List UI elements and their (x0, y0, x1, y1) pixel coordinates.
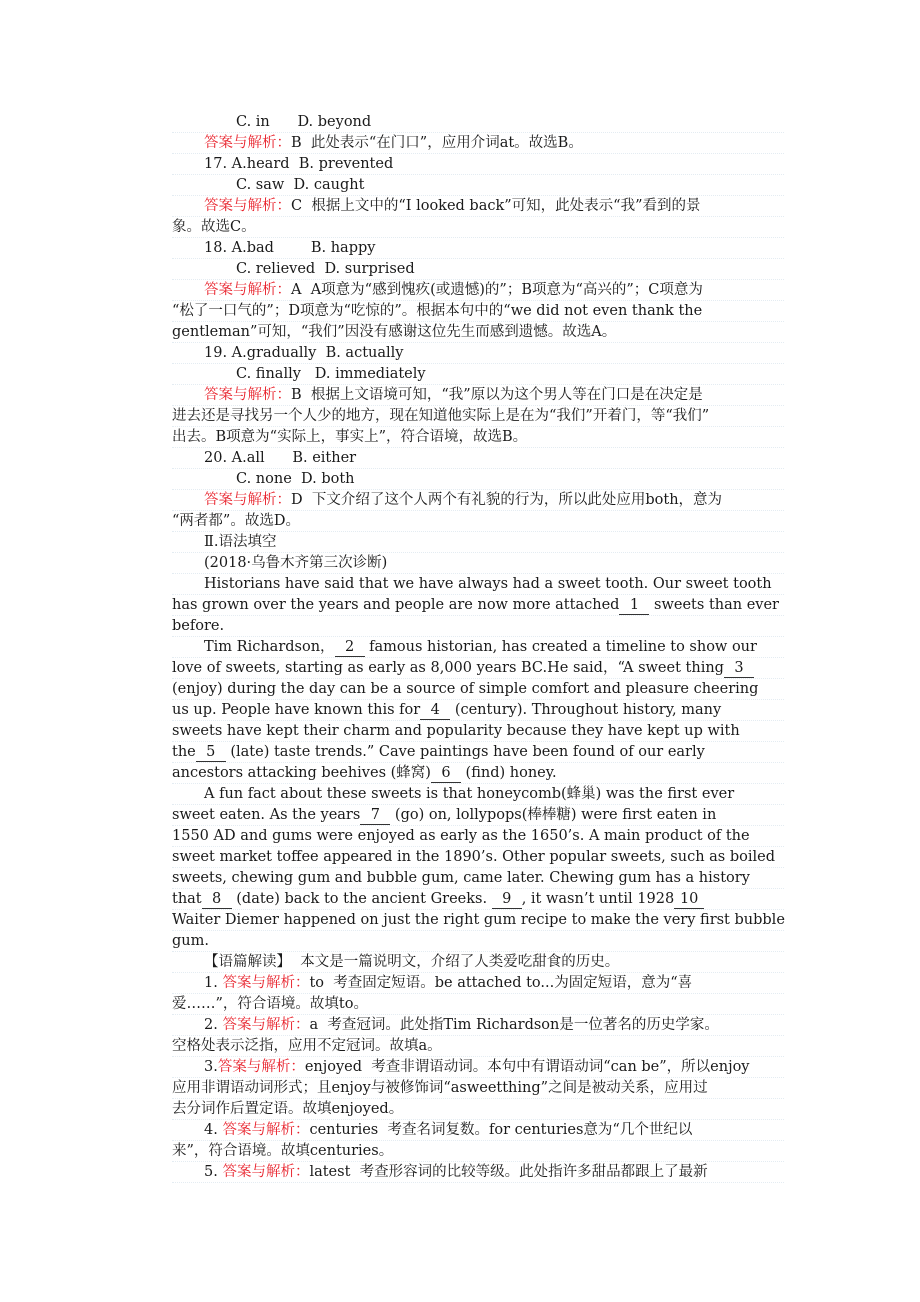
q18-options-ab (172, 238, 784, 259)
answer-explanation: 考查冠词。此处指Tim Richardson是一位著名的历史学家。 (327, 1017, 719, 1033)
answer-label: 答案与解析： (204, 492, 291, 508)
q17-answer (172, 196, 784, 217)
reading-note (172, 952, 784, 973)
answer-3-cont: 应用非谓语动词形式；且enjoy与被修饰词“asweetthing”之间是被动关系，应用过 (172, 1078, 784, 1099)
passage-line: (enjoy) during the day can be a source of simple comfort and pleasure cheering (172, 679, 784, 700)
passage-text: that (172, 891, 202, 907)
passage-text: has grown over the years and people are now more attached (172, 597, 620, 613)
answer-letter: B (291, 135, 302, 151)
document-page (172, 112, 784, 1183)
q17-options-cd (172, 175, 784, 196)
answer-label: 答案与解析： (222, 975, 310, 991)
q19-answer (172, 385, 784, 406)
answer-3 (172, 1057, 784, 1078)
passage-text: (date) back to the ancient Greeks. (231, 891, 492, 907)
option-d: D. immediately (314, 366, 426, 382)
answer-1-cont: 爱……”，符合语境。故填to。 (172, 994, 784, 1015)
passage-line (172, 637, 784, 658)
q17-answer-cont: 象。故选C。 (172, 217, 784, 238)
answer-1 (172, 973, 784, 994)
question-number: 18. (204, 240, 228, 256)
answer-word: to (309, 975, 325, 991)
blank-3: 3 (724, 660, 754, 678)
q18-answer-cont: gentleman”可知，“我们”因没有感谢这位先生而感到遗憾。故选A。 (172, 322, 784, 343)
answer-label: 答案与解析： (217, 1059, 305, 1075)
passage-line: sweets, chewing gum and bubble gum, came later. Chewing gum has a history (172, 868, 784, 889)
option-d: D. caught (293, 177, 365, 193)
passage-line: A fun fact about these sweets is that honeycomb(蜂巢) was the first ever (172, 784, 784, 805)
passage-line (172, 742, 784, 763)
answer-explanation: 考查形容词的比较等级。此处指许多甜品都跟上了最新 (359, 1164, 708, 1180)
section-title: Ⅱ.语法填空 (172, 532, 784, 553)
passage-line (172, 805, 784, 826)
q18-options-cd (172, 259, 784, 280)
option-c: C. none (236, 471, 292, 487)
answer-4-cont: 来”，符合语境。故填centuries。 (172, 1141, 784, 1162)
option-c: C. relieved (236, 261, 316, 277)
passage-line (172, 700, 784, 721)
answer-letter: D (291, 492, 303, 508)
q19-options-ab (172, 343, 784, 364)
q19-options-cd (172, 364, 784, 385)
answer-label: 答案与解析： (204, 282, 291, 298)
answer-label: 答案与解析： (222, 1122, 310, 1138)
passage-line: before. (172, 616, 784, 637)
passage-line: Waiter Diemer happened on just the right gum recipe to make the very first bubble (172, 910, 784, 931)
reading-note-text: 本文是一篇说明文，介绍了人类爱吃甜食的历史。 (300, 954, 620, 970)
question-number: 19. (204, 345, 228, 361)
answer-letter: A (291, 282, 302, 298)
q19-answer-cont: 进去还是寻找另一个人少的地方，现在知道他实际上是在为“我们”开着门，等“我们” (172, 406, 784, 427)
passage-text: the (172, 744, 196, 760)
passage-text: us up. People have known this for (172, 702, 421, 718)
answer-explanation: 根据上文语境可知，“我”原以为这个男人等在门口是在决定是 (310, 387, 703, 403)
answer-word: enjoyed (304, 1059, 363, 1075)
passage-line: Historians have said that we have always had a sweet tooth. Our sweet tooth (172, 574, 784, 595)
option-c: C. in (236, 114, 270, 130)
passage-text: (century). Throughout history, many (450, 702, 722, 718)
passage-line (172, 658, 784, 679)
answer-explanation: 考查固定短语。be attached to...为固定短语，意为“喜 (333, 975, 693, 991)
option-b: B. actually (325, 345, 404, 361)
passage-text: ancestors attacking beehives (蜂窝) (172, 765, 431, 781)
answer-label: 答案与解析： (204, 135, 291, 151)
answer-explanation: 考查名词复数。for centuries意为“几个世纪以 (387, 1122, 693, 1138)
reading-note-label: 【语篇解读】 (204, 954, 291, 970)
option-d: D. both (301, 471, 355, 487)
q20-options-cd (172, 469, 784, 490)
q16-options (172, 112, 784, 133)
answer-label: 答案与解析： (222, 1017, 310, 1033)
passage-text: (late) taste trends.” Cave paintings have been found of our early (225, 744, 705, 760)
blank-4: 4 (420, 702, 450, 720)
passage-text: Tim Richardson， (204, 639, 335, 655)
passage-text: famous historian, has created a timeline to show our (364, 639, 757, 655)
passage-text: (find) honey. (460, 765, 557, 781)
answer-explanation: 根据上文中的“I looked back”可知，此处表示“我”看到的景 (311, 198, 701, 214)
passage-text: love of sweets, starting as early as 8,000 years BC.He said，“A sweet thing (172, 660, 724, 676)
section-source: (2018·乌鲁木齐第三次诊断) (172, 553, 784, 574)
passage-text: (go) on, lollypops(棒棒糖) were first eaten in (390, 807, 717, 823)
answer-number: 1. (204, 975, 218, 991)
option-d: D. surprised (324, 261, 415, 277)
passage-line: sweet market toffee appeared in the 1890’s. Other popular sweets, such as boiled (172, 847, 784, 868)
passage-line (172, 889, 784, 910)
passage-text: , it wasn’t until 1928 (521, 891, 675, 907)
q16-answer (172, 133, 784, 154)
answer-2-cont: 空格处表示泛指，应用不定冠词。故填a。 (172, 1036, 784, 1057)
answer-4 (172, 1120, 784, 1141)
passage-text: sweets than ever (649, 597, 779, 613)
q18-answer-cont: “松了一口气的”；D项意为“吃惊的”。根据本句中的“we did not even thank the (172, 301, 784, 322)
q19-answer-cont: 出去。B项意为“实际上，事实上”，符合语境，故选B。 (172, 427, 784, 448)
answer-explanation: 考查非谓语动词。本句中有谓语动词“can be”，所以enjoy (371, 1059, 750, 1075)
q20-answer-cont: “两者都”。故选D。 (172, 511, 784, 532)
option-a: A.bad (231, 240, 274, 256)
answer-2 (172, 1015, 784, 1036)
option-b: B. either (292, 450, 357, 466)
answer-word: centuries (309, 1122, 379, 1138)
option-d: D. beyond (297, 114, 372, 130)
answer-word: a (309, 1017, 319, 1033)
passage-line: 1550 AD and gums were enjoyed as early as the 1650’s. A main product of the (172, 826, 784, 847)
answer-word: latest (309, 1164, 351, 1180)
q20-answer (172, 490, 784, 511)
passage-line (172, 595, 784, 616)
question-number: 17. (204, 156, 228, 172)
answer-number: 3. (204, 1059, 218, 1075)
answer-letter: C (291, 198, 303, 214)
q17-options-ab (172, 154, 784, 175)
blank-10: 10 (674, 891, 704, 909)
option-c: C. saw (236, 177, 285, 193)
answer-number: 2. (204, 1017, 218, 1033)
blank-8: 8 (202, 891, 232, 909)
passage-line: sweets have kept their charm and popularity because they have kept up with (172, 721, 784, 742)
answer-label: 答案与解析： (204, 387, 291, 403)
q20-options-ab (172, 448, 784, 469)
option-a: A.gradually (231, 345, 317, 361)
q18-answer (172, 280, 784, 301)
answer-label: 答案与解析： (222, 1164, 310, 1180)
answer-number: 4. (204, 1122, 218, 1138)
passage-line (172, 763, 784, 784)
option-a: A.heard (231, 156, 290, 172)
answer-3-cont: 去分词作后置定语。故填enjoyed。 (172, 1099, 784, 1120)
blank-2: 2 (335, 639, 365, 657)
blank-6: 6 (431, 765, 461, 783)
question-number: 20. (204, 450, 228, 466)
answer-letter: B (291, 387, 302, 403)
answer-label: 答案与解析： (204, 198, 291, 214)
answer-number: 5. (204, 1164, 218, 1180)
option-a: A.all (231, 450, 265, 466)
blank-5: 5 (196, 744, 226, 762)
answer-explanation: A项意为“感到愧疚(或遗憾)的”；B项意为“高兴的”；C项意为 (310, 282, 703, 298)
option-b: B. prevented (298, 156, 394, 172)
blank-7: 7 (360, 807, 390, 825)
option-c: C. finally (236, 366, 301, 382)
passage-text: sweet eaten. As the years (172, 807, 361, 823)
answer-explanation: 下文介绍了这个人两个有礼貌的行为，所以此处应用both，意为 (311, 492, 723, 508)
answer-explanation: 此处表示“在门口”，应用介词at。故选B。 (310, 135, 583, 151)
option-b: B. happy (310, 240, 376, 256)
blank-1: 1 (619, 597, 649, 615)
passage-line: gum. (172, 931, 784, 952)
blank-9: 9 (492, 891, 522, 909)
answer-5 (172, 1162, 784, 1183)
